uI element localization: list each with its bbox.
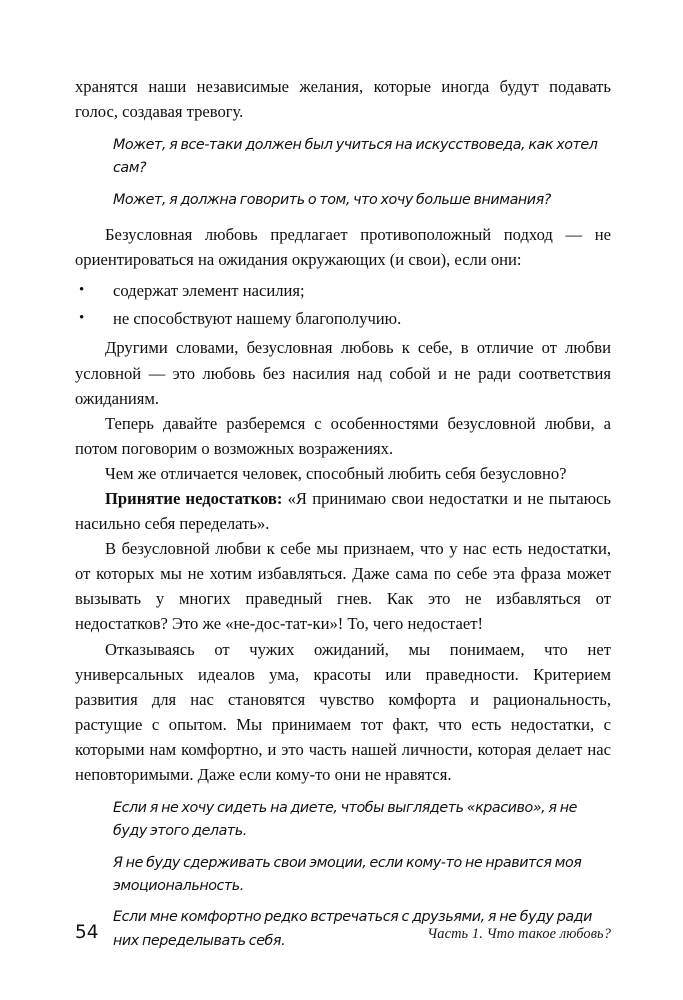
paragraph-lead-in: Принятие недостатков: [105, 489, 283, 509]
paragraph-continued: хранятся наши независимые желания, которые иногда будут подавать голос, создавая тревогу. [75, 77, 611, 122]
bullet-list [75, 278, 611, 331]
text-column [75, 74, 611, 953]
paragraph-refusing-expectations: Отказываясь от чужих ожиданий, мы понимаем, что нет универсальных идеалов ума, красоты или праведности. Критерием развития для нас становятся чувство комфорта и рациональность, растущие с опытом. Мы принимаем тот факт, что есть недостатки, с которыми нам комфортно, и это часть нашей личности, которая делает нас неповторимыми. Даже если кому-то они не нравятся. [75, 639, 611, 785]
quote-line: Может, я должна говорить о том, что хочу больше внимания? [113, 191, 551, 208]
quote-line: Может, я все-таки должен был учиться на искусствоведа, как хотел сам? [113, 137, 598, 177]
paragraph-lead-rest: «Я принимаю свои недостатки и не пытаюсь насильно себя переделать». [75, 489, 611, 534]
paragraph-question: Чем же отличается человек, способный любить себя безусловно? [105, 463, 567, 483]
quote-line: Если мне комфортно редко встречаться с друзьями, я не буду ради них переделывать себя. [113, 909, 592, 949]
paragraph-other-words: Другими словами, безусловная любовь к себе, в отличие от любви условной — это любовь без насилия над собой и не ради соответствия ожиданиям. [75, 338, 611, 408]
quote-line: Я не буду сдерживать свои эмоции, если кому-то не нравится моя эмоциональность. [113, 854, 582, 895]
list-item [75, 306, 611, 331]
list-item [75, 278, 611, 303]
bullet-dot-icon: • [79, 282, 85, 299]
list-item-label: не способствуют нашему благополучию. [113, 309, 402, 329]
paragraph-now-lets-figure-out: Теперь давайте разберемся с особенностями безусловной любви, а потом поговорим о возможных возражениях. [75, 413, 611, 458]
running-head: Часть 1. Что такое любовь? [427, 926, 611, 942]
bullet-dot-icon: • [79, 310, 85, 327]
paragraph-unconditional-love: Безусловная любовь предлагает противоположный подход — не ориентироваться на ожидания окружающих (и свои), если они: [75, 225, 611, 270]
paragraph-we-acknowledge-flaws: В безусловной любви к себе мы признаем, что у нас есть недостатки, от которых мы не хотим избавляться. Даже сама по себе эта фраза может вызывать у многих праведный гнев. Как это не избавляться от недостатков? Это же «не-дос-тат-ки»! То, чего недостает! [75, 539, 611, 634]
quote-line: Если я не хочу сидеть на диете, чтобы выглядеть «красиво», я не буду этого делать. [113, 800, 578, 840]
list-item-label: содержат элемент насилия; [113, 281, 305, 301]
paragraph-accepting-flaws [75, 486, 611, 536]
page-footer [75, 922, 611, 952]
page-number: 54 [75, 922, 99, 943]
quote-block-1 [75, 134, 611, 212]
